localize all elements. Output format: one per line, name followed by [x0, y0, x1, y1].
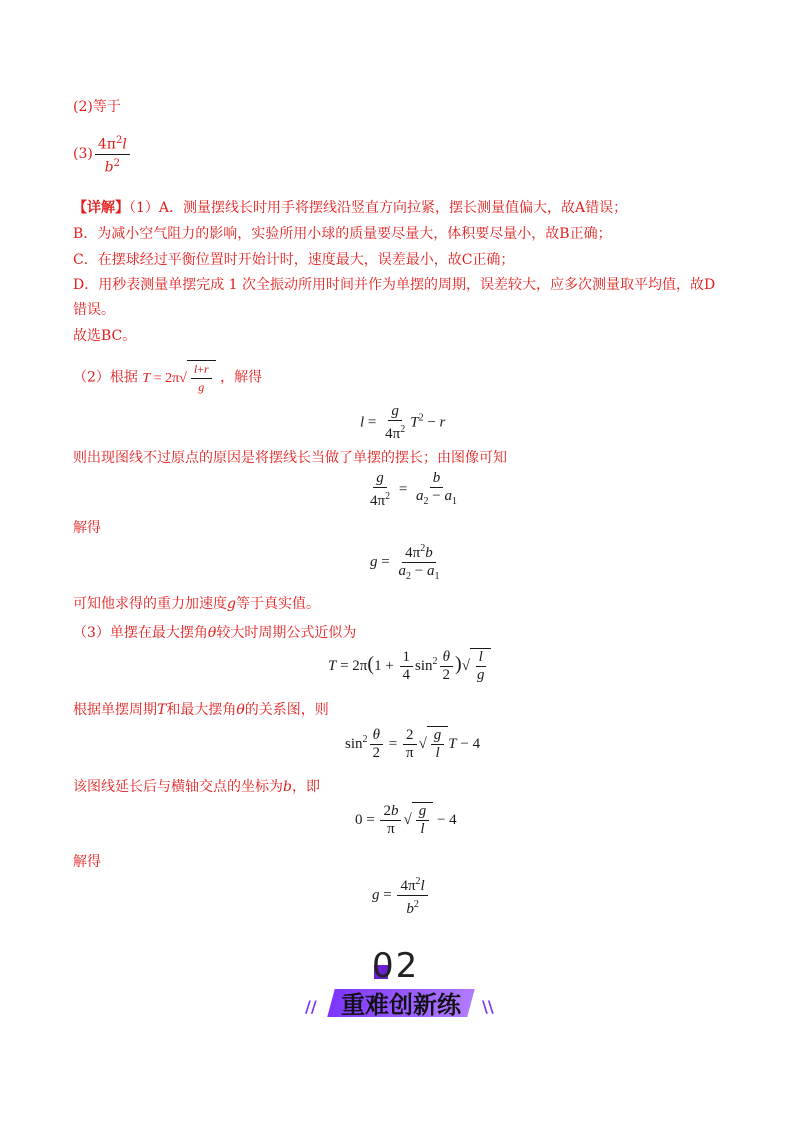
detail-p10-pre: （3）单摆在最大摆角 — [73, 625, 208, 641]
detail-p3: C．在摆球经过平衡位置时开始计时，速度最大，误差最小，故C正确； — [73, 252, 515, 268]
detail-p10: （3）单摆在最大摆角θ较大时周期公式近似为 — [73, 625, 357, 641]
period-formula: T = 2π√ $\frac{l+r}{g}$ — [142, 371, 215, 386]
banner-right-mark: \\ — [482, 997, 494, 1016]
detail-p7: 则出现图线不过原点的原因是将摆线长当做了单摆的摆长；由图像可知 — [73, 450, 507, 466]
formula-l-expression: l = $\frac{g}{4\pi^2}$ $T^2 - r$ — [360, 403, 446, 442]
detail-p9-pre: 可知他求得的重力加速度 — [73, 596, 227, 612]
detail-p12-post: ，即 — [291, 779, 320, 795]
detail-p6-post: ，解得 — [220, 369, 263, 386]
formula-g-solution-1: g = $\frac{4\pi^2b}{a_2 - a_1}$ — [370, 540, 444, 585]
detail-p9-post: 等于真实值。 — [235, 596, 320, 612]
answer-part-3 — [73, 132, 132, 176]
detail-p11-pre: 根据单摆周期 — [73, 702, 157, 718]
detail-p4a: D．用秒表测量单摆完成 1 次全振动所用时间并作为单摆的周期，误差较大，应多次测量取平均值，故D — [73, 277, 716, 293]
detail-p12: 该图线延长后与横轴交点的坐标为b，即 — [73, 779, 320, 795]
answer-part-3-label: (3) — [73, 146, 93, 163]
answer-part-3-formula: $\frac{4\pi^2l}{b^2}$ — [95, 132, 130, 176]
detail-p5: 故选BC。 — [73, 328, 137, 344]
detail-p6-pre: （2）根据 — [73, 369, 138, 386]
formula-sin-relation: $\sin^2$ $\frac{\theta}{2}$ = $\frac{2}{\pi}$ √ $\frac{g}{l}$ T − 4 — [345, 727, 481, 761]
detail-p11-post: 的关系图，则 — [244, 702, 329, 718]
detail-heading: 【详解】 — [73, 200, 129, 216]
detail-p13: 解得 — [73, 854, 101, 870]
detail-p2: B．为减小空气阻力的影响，实验所用小球的质量要尽量大，体积要尽量小，故B正确； — [73, 226, 612, 242]
detail-p11-mid: 和最大摆角 — [166, 702, 237, 718]
formula-intercept: 0 = $\frac{2b}{\pi}$ √ $\frac{g}{l}$ − 4 — [355, 803, 457, 837]
detail-p12-pre: 该图线延长后与横轴交点的坐标为 — [73, 779, 283, 795]
detail-p8: 解得 — [73, 520, 101, 536]
answer-part-2: (2)等于 — [73, 99, 121, 115]
banner-number: 02 — [372, 946, 420, 986]
formula-period-large-angle: T = 2π(1 + $\frac{1}{4}$ $\sin^2$ $\frac{\theta}{2}$ )√ $\frac{l}{g}$ — [328, 648, 491, 684]
detail-p1-text: （1）A．测量摆线长时用手将摆线沿竖直方向拉紧，摆长测量值偏大，故A错误； — [129, 200, 628, 216]
banner-title: 重难创新练 — [341, 991, 461, 1019]
formula-slope: $\frac{g}{4\pi^2}$ = $\frac{b}{a_2 - a_1}$ — [370, 470, 458, 509]
detail-p6 — [73, 360, 262, 396]
formula-g-solution-2: g = $\frac{4\pi^2l}{b^2}$ — [372, 873, 430, 918]
detail-p1 — [73, 197, 627, 217]
banner-left-mark: // — [305, 997, 317, 1016]
detail-p11: 根据单摆周期T和最大摆角θ的关系图，则 — [73, 702, 329, 718]
detail-p9: 可知他求得的重力加速度g等于真实值。 — [73, 596, 320, 612]
detail-p10-post: 较大时周期公式近似为 — [216, 625, 357, 641]
detail-p4b: 错误。 — [73, 302, 115, 318]
